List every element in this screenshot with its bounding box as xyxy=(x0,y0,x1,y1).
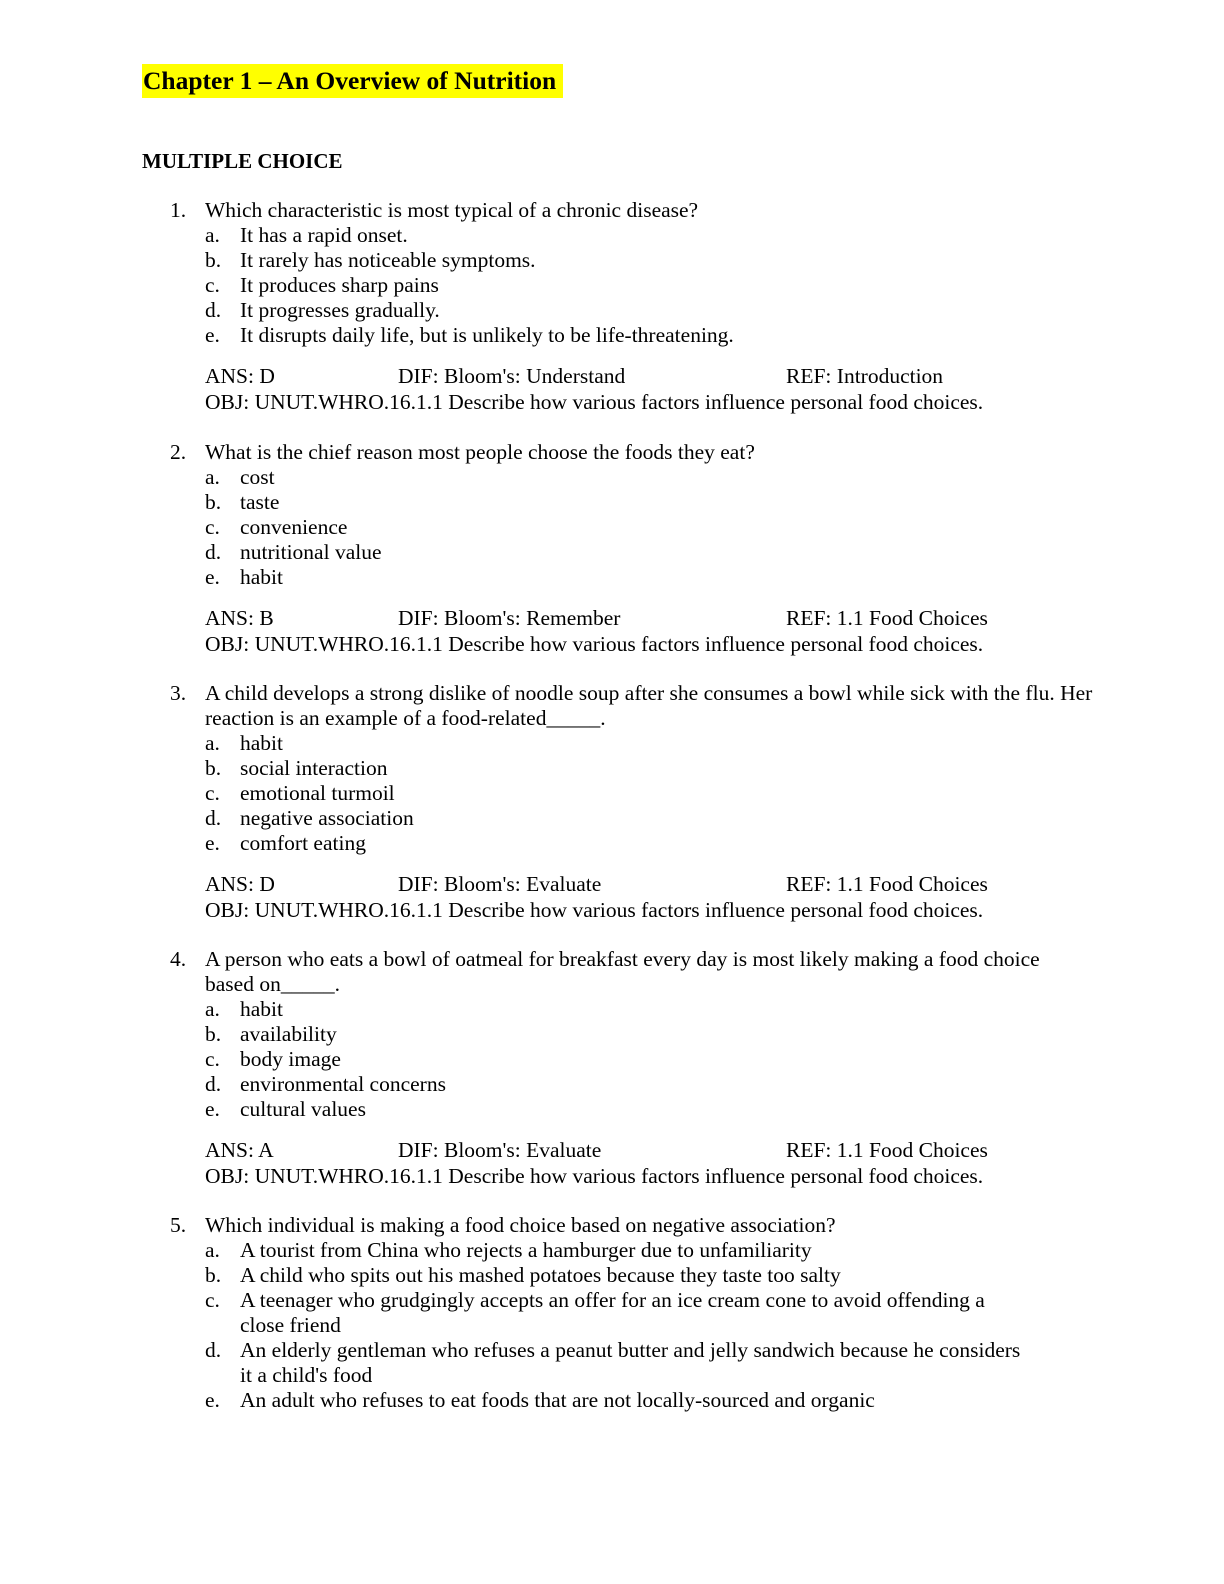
question-2 xyxy=(0,440,1224,657)
choice-c xyxy=(0,1047,1224,1072)
answer-key: ANS: A xyxy=(205,1138,274,1162)
choice-a xyxy=(0,223,1224,248)
question-3 xyxy=(0,681,1224,923)
question-4 xyxy=(0,947,1224,1189)
choice-letter: c. xyxy=(205,781,220,805)
choice-letter: a. xyxy=(205,223,220,247)
reference: REF: 1.1 Food Choices xyxy=(786,872,988,896)
question-number: 3. xyxy=(170,681,187,705)
choice-d xyxy=(0,806,1224,831)
chapter-title: Chapter 1 – An Overview of Nutrition xyxy=(142,64,563,98)
difficulty: DIF: Bloom's: Evaluate xyxy=(398,1138,602,1162)
choice-letter: a. xyxy=(205,1238,220,1262)
choice-c-continued xyxy=(0,1313,1224,1338)
choice-c xyxy=(0,781,1224,806)
choice-letter: e. xyxy=(205,1097,220,1121)
choice-text: cost xyxy=(240,465,275,489)
objective: OBJ: UNUT.WHRO.16.1.1 Describe how various factors influence personal food choices. xyxy=(205,898,984,922)
question-text: A child develops a strong dislike of noodle soup after she consumes a bowl while sick with the flu. Her xyxy=(205,681,1093,705)
question-text: Which individual is making a food choice based on negative association? xyxy=(205,1213,836,1237)
choice-text: It progresses gradually. xyxy=(240,298,440,322)
choice-c xyxy=(0,515,1224,540)
choice-text: negative association xyxy=(240,806,414,830)
choice-letter: b. xyxy=(205,490,222,514)
choice-letter: b. xyxy=(205,1022,222,1046)
answer-key: ANS: D xyxy=(205,364,275,388)
choice-letter: b. xyxy=(205,248,222,272)
choice-e xyxy=(0,565,1224,590)
choice-d xyxy=(0,298,1224,323)
choice-letter: a. xyxy=(205,465,220,489)
choice-c xyxy=(0,273,1224,298)
answer-key: ANS: D xyxy=(205,872,275,896)
choice-d xyxy=(0,1338,1224,1363)
reference: REF: 1.1 Food Choices xyxy=(786,606,988,630)
choice-text: environmental concerns xyxy=(240,1072,446,1096)
choice-b xyxy=(0,1022,1224,1047)
choice-text: availability xyxy=(240,1022,337,1046)
choice-a xyxy=(0,997,1224,1022)
choice-text: cultural values xyxy=(240,1097,366,1121)
question-number: 2. xyxy=(170,440,187,464)
question-text: What is the chief reason most people choose the foods they eat? xyxy=(205,440,755,464)
question-number: 4. xyxy=(170,947,187,971)
choice-letter: b. xyxy=(205,1263,222,1287)
answer-meta xyxy=(0,363,1224,389)
choice-letter: d. xyxy=(205,540,222,564)
choice-e xyxy=(0,1388,1224,1413)
answer-meta xyxy=(0,871,1224,897)
choice-text: emotional turmoil xyxy=(240,781,395,805)
choice-letter: d. xyxy=(205,806,222,830)
choice-letter: e. xyxy=(205,831,220,855)
choice-text: It disrupts daily life, but is unlikely to be life-threatening. xyxy=(240,323,734,347)
section-heading: MULTIPLE CHOICE xyxy=(142,149,343,173)
choice-text: A teenager who grudgingly accepts an offer for an ice cream cone to avoid offending a xyxy=(240,1288,985,1312)
choice-text: habit xyxy=(240,731,283,755)
choice-letter: e. xyxy=(205,1388,220,1412)
reference: REF: 1.1 Food Choices xyxy=(786,1138,988,1162)
choice-a xyxy=(0,731,1224,756)
choice-d-continued xyxy=(0,1363,1224,1388)
choice-letter: c. xyxy=(205,515,220,539)
choice-a xyxy=(0,1238,1224,1263)
choice-text: social interaction xyxy=(240,756,388,780)
choice-letter: e. xyxy=(205,565,220,589)
choice-letter: a. xyxy=(205,997,220,1021)
choice-a xyxy=(0,465,1224,490)
choice-letter: b. xyxy=(205,756,222,780)
choice-text: habit xyxy=(240,565,283,589)
answer-meta xyxy=(0,605,1224,631)
choice-text-continued: it a child's food xyxy=(240,1363,373,1387)
difficulty: DIF: Bloom's: Understand xyxy=(398,364,626,388)
choice-e xyxy=(0,831,1224,856)
choice-text: It produces sharp pains xyxy=(240,273,439,297)
difficulty: DIF: Bloom's: Remember xyxy=(398,606,621,630)
choice-b xyxy=(0,248,1224,273)
choice-text: It rarely has noticeable symptoms. xyxy=(240,248,536,272)
choice-text: An adult who refuses to eat foods that are not locally-sourced and organic xyxy=(240,1388,875,1412)
choice-text: nutritional value xyxy=(240,540,382,564)
choice-d xyxy=(0,1072,1224,1097)
choice-text: taste xyxy=(240,490,280,514)
choice-c xyxy=(0,1288,1224,1313)
choice-letter: e. xyxy=(205,323,220,347)
choice-text: comfort eating xyxy=(240,831,366,855)
question-1 xyxy=(0,198,1224,415)
choice-letter: a. xyxy=(205,731,220,755)
choice-text-continued: close friend xyxy=(240,1313,341,1337)
choice-letter: c. xyxy=(205,1288,220,1312)
question-5 xyxy=(0,1213,1224,1413)
question-text-continued: based on_____. xyxy=(205,972,340,996)
choice-text: It has a rapid onset. xyxy=(240,223,408,247)
choice-b xyxy=(0,756,1224,781)
choice-letter: d. xyxy=(205,1338,222,1362)
choice-b xyxy=(0,490,1224,515)
choice-e xyxy=(0,1097,1224,1122)
choice-letter: c. xyxy=(205,1047,220,1071)
objective: OBJ: UNUT.WHRO.16.1.1 Describe how various factors influence personal food choices. xyxy=(205,1164,984,1188)
choice-d xyxy=(0,540,1224,565)
question-text: A person who eats a bowl of oatmeal for breakfast every day is most likely making a food choice xyxy=(205,947,1040,971)
question-number: 1. xyxy=(170,198,187,222)
choice-letter: c. xyxy=(205,273,220,297)
question-text-continued: reaction is an example of a food-related_____. xyxy=(205,706,606,730)
choice-b xyxy=(0,1263,1224,1288)
difficulty: DIF: Bloom's: Evaluate xyxy=(398,872,602,896)
objective: OBJ: UNUT.WHRO.16.1.1 Describe how various factors influence personal food choices. xyxy=(205,632,984,656)
answer-key: ANS: B xyxy=(205,606,274,630)
choice-text: body image xyxy=(240,1047,341,1071)
choice-letter: d. xyxy=(205,298,222,322)
choice-text: habit xyxy=(240,997,283,1021)
choice-text: A child who spits out his mashed potatoes because they taste too salty xyxy=(240,1263,841,1287)
choice-text: A tourist from China who rejects a hamburger due to unfamiliarity xyxy=(240,1238,812,1262)
question-text: Which characteristic is most typical of a chronic disease? xyxy=(205,198,699,222)
choice-text: An elderly gentleman who refuses a peanut butter and jelly sandwich because he considers xyxy=(240,1338,1021,1362)
choice-letter: d. xyxy=(205,1072,222,1096)
question-number: 5. xyxy=(170,1213,187,1237)
choice-e xyxy=(0,323,1224,348)
reference: REF: Introduction xyxy=(786,364,944,388)
objective: OBJ: UNUT.WHRO.16.1.1 Describe how various factors influence personal food choices. xyxy=(205,390,984,414)
answer-meta xyxy=(0,1137,1224,1163)
choice-text: convenience xyxy=(240,515,348,539)
